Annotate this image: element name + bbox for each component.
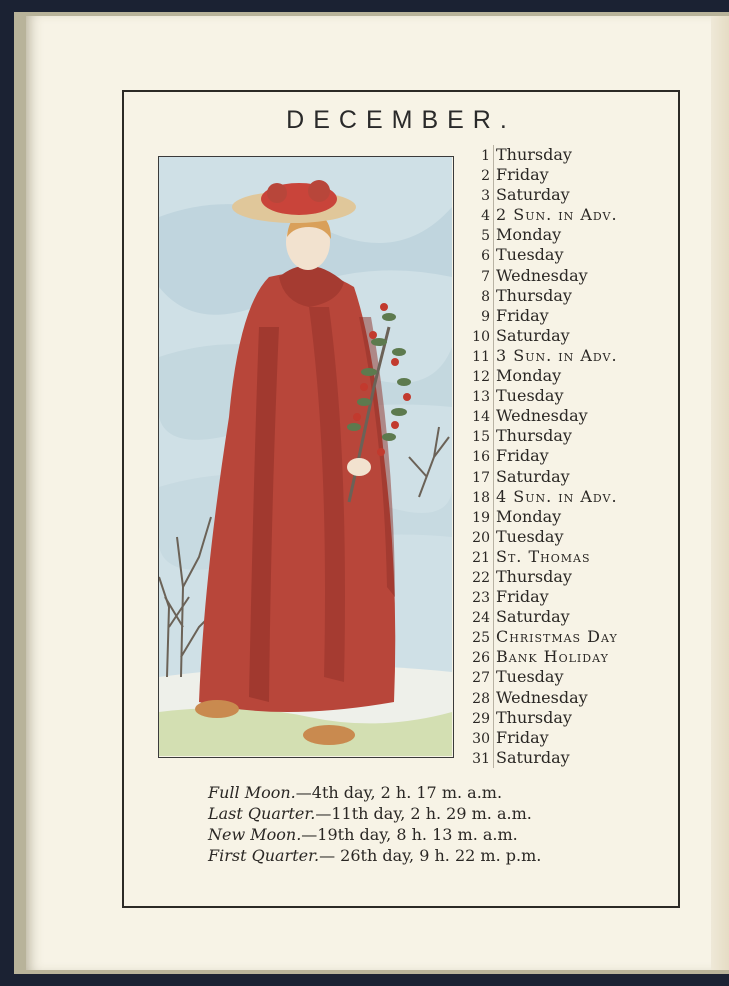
day-row [460,748,680,768]
day-number: 27 [472,670,490,687]
day-name: Friday [496,165,549,185]
column-divider [493,587,494,607]
day-row [460,386,680,406]
day-row [460,426,680,446]
column-divider [493,487,494,507]
day-row [460,266,680,286]
moon-phase-detail: —19th day, 8 h. 13 m. a.m. [301,825,518,844]
day-number: 19 [472,509,490,526]
column-divider [493,406,494,426]
column-divider [493,708,494,728]
day-number: 11 [472,348,490,365]
column-divider [493,527,494,547]
column-divider [493,366,494,386]
page-edge [711,16,729,970]
day-name: Thursday [496,566,572,586]
illustration-panel [158,156,454,758]
column-divider [493,627,494,647]
day-number: 15 [472,429,490,446]
day-number: 30 [472,730,490,747]
day-number: 18 [472,489,490,506]
day-row [460,487,680,507]
column-divider [493,346,494,366]
day-number: 5 [481,228,490,245]
day-row [460,366,680,386]
day-name: Tuesday [496,386,564,406]
moon-phase-label: New Moon. [208,825,302,844]
day-number: 3 [481,188,490,205]
day-list [460,145,680,768]
day-number: 22 [472,569,490,586]
day-name: Thursday [496,145,572,164]
column-divider [493,728,494,748]
day-row [460,145,680,165]
column-divider [493,205,494,225]
day-row [460,708,680,728]
day-row [460,728,680,748]
day-row [460,567,680,587]
moon-phase-line [208,824,541,845]
day-number: 13 [472,389,490,406]
moon-phase-detail: —4th day, 2 h. 17 m. a.m. [295,783,503,802]
day-number: 6 [481,248,490,265]
day-name: Thursday [496,285,572,305]
day-name: Saturday [496,466,570,486]
day-row [460,326,680,346]
column-divider [493,507,494,527]
column-divider [493,185,494,205]
moon-phase-line [208,803,541,824]
day-row [460,306,680,326]
day-name: 2 Sun. in Adv. [496,205,618,225]
day-number: 24 [472,610,490,627]
moon-phase-line [208,845,541,866]
day-row [460,587,680,607]
day-number: 29 [472,710,490,727]
day-row [460,467,680,487]
moon-phase-label: Full Moon. [208,783,296,802]
day-row [460,507,680,527]
day-row [460,245,680,265]
day-number: 21 [472,549,490,566]
day-row [460,406,680,426]
day-name: Friday [496,305,549,325]
calendar-frame [122,90,680,908]
day-row [460,627,680,647]
day-row [460,225,680,245]
day-name: Friday [496,587,549,607]
day-name: Saturday [496,747,570,767]
day-row [460,165,680,185]
moon-phase-detail: —11th day, 2 h. 29 m. a.m. [315,804,532,823]
column-divider [493,266,494,286]
day-name: Wednesday [496,265,588,285]
day-name: Monday [496,506,562,526]
day-row [460,286,680,306]
day-number: 8 [481,288,490,305]
column-divider [493,306,494,326]
moon-phase-detail: — 26th day, 9 h. 22 m. p.m. [319,846,542,865]
day-name: Wednesday [496,687,588,707]
moon-phase-label: Last Quarter. [208,804,316,823]
day-name: Monday [496,225,562,245]
day-number: 23 [472,590,490,607]
day-name: Tuesday [496,245,564,265]
column-divider [493,286,494,306]
day-name: Tuesday [496,526,564,546]
woman-in-cloak-illustration [159,157,452,756]
day-number: 1 [481,148,490,164]
moon-phase-label: First Quarter. [208,846,320,865]
day-row [460,446,680,466]
moon-phase-line [208,782,541,803]
column-divider [493,688,494,708]
book-page [26,16,729,970]
column-divider [493,567,494,587]
column-divider [493,426,494,446]
day-name: Saturday [496,185,570,205]
column-divider [493,225,494,245]
day-name: Friday [496,727,549,747]
column-divider [493,165,494,185]
day-row [460,346,680,366]
day-number: 7 [481,268,490,285]
column-divider [493,748,494,768]
day-number: 12 [472,369,490,386]
day-number: 16 [472,449,490,466]
column-divider [493,446,494,466]
day-name: St. Thomas [496,546,591,566]
day-name: 4 Sun. in Adv. [496,486,618,506]
day-row [460,527,680,547]
day-name: Monday [496,366,562,386]
day-name: Friday [496,446,549,466]
day-row [460,607,680,627]
day-number: 14 [472,409,490,426]
day-number: 20 [472,529,490,546]
day-row [460,647,680,667]
day-name: Christmas Day [496,627,618,647]
day-number: 2 [481,168,490,185]
day-number: 26 [472,650,490,667]
day-name: Thursday [496,707,572,727]
day-name: Saturday [496,325,570,345]
day-name: Wednesday [496,406,588,426]
day-name: Bank Holiday [496,647,609,667]
day-number: 9 [481,308,490,325]
column-divider [493,145,494,165]
column-divider [493,386,494,406]
moon-phases [208,782,541,866]
day-name: 3 Sun. in Adv. [496,345,618,365]
day-row [460,688,680,708]
column-divider [493,326,494,346]
column-divider [493,467,494,487]
column-divider [493,547,494,567]
column-divider [493,245,494,265]
day-number: 31 [472,750,490,767]
day-number: 28 [472,690,490,707]
day-row [460,547,680,567]
day-number: 10 [472,328,490,345]
column-divider [493,667,494,687]
day-row [460,205,680,225]
day-name: Tuesday [496,667,564,687]
day-row [460,185,680,205]
day-number: 4 [481,208,490,225]
day-number: 25 [472,630,490,647]
column-divider [493,607,494,627]
day-name: Thursday [496,426,572,446]
day-number: 17 [472,469,490,486]
day-name: Saturday [496,607,570,627]
column-divider [493,647,494,667]
month-title: DECEMBER. [286,106,516,134]
day-row [460,667,680,687]
